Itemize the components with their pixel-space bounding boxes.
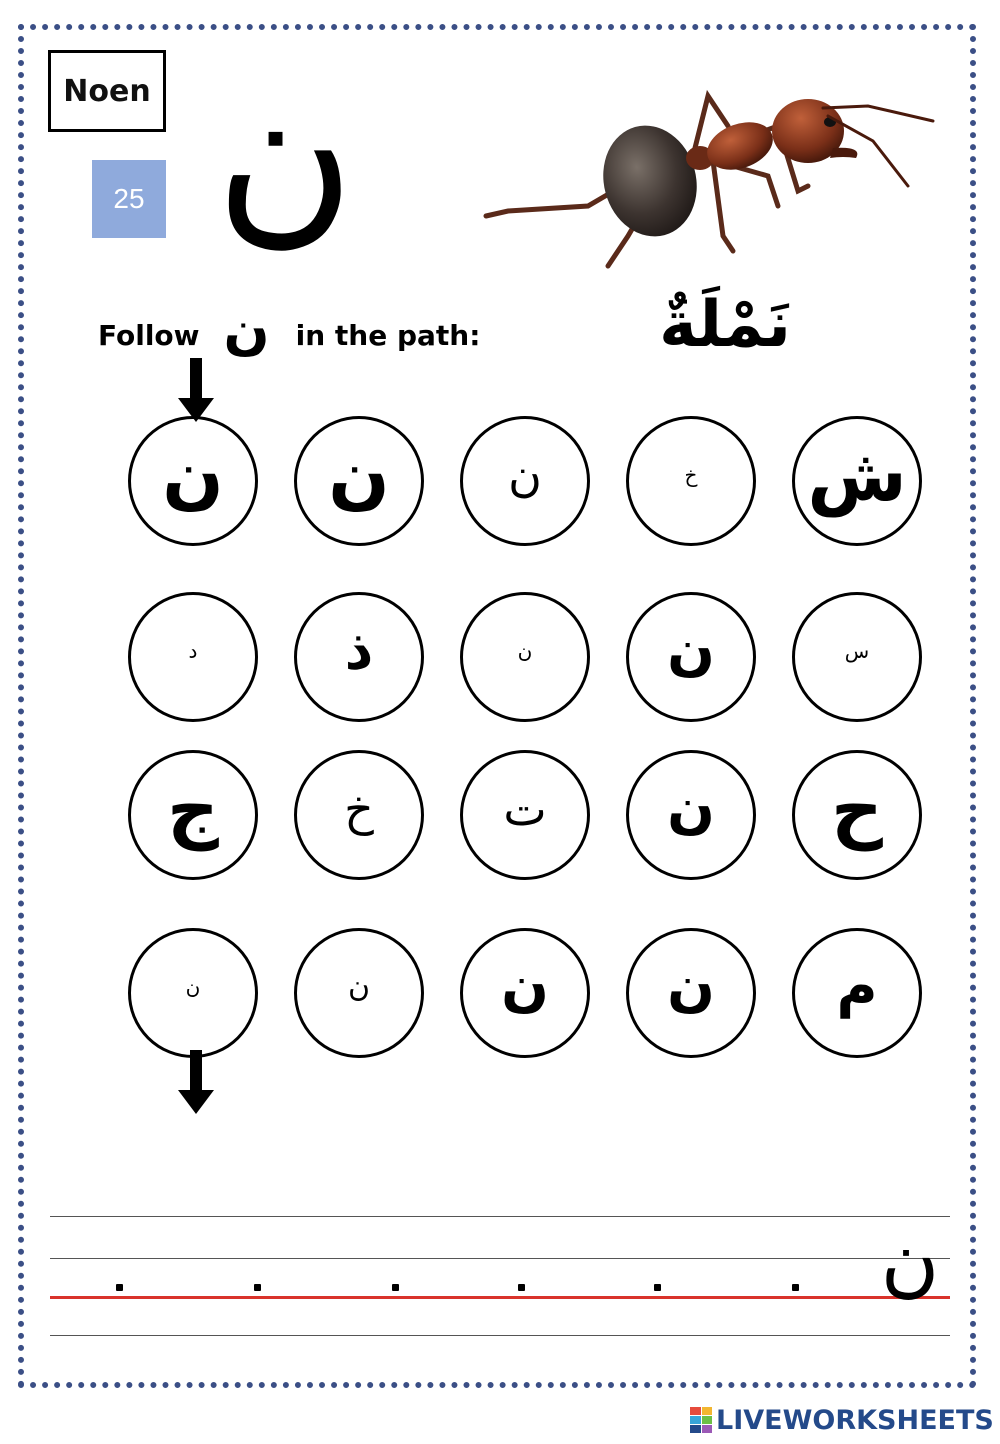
instruction-after: in the path:	[295, 318, 481, 352]
path-circle[interactable]	[792, 750, 922, 880]
brand-logo-icon	[690, 1407, 712, 1433]
path-circle[interactable]	[128, 750, 258, 880]
path-circle-letter: ذ	[344, 618, 374, 683]
path-circle-letter: خ	[684, 463, 698, 487]
path-circle[interactable]	[626, 928, 756, 1058]
path-circle-letter: س	[844, 639, 870, 663]
writing-mid-line	[50, 1258, 950, 1259]
path-circle[interactable]	[460, 592, 590, 722]
path-circle-letter: ن	[517, 639, 533, 663]
page-number-badge: 25	[92, 160, 166, 238]
path-circle[interactable]	[128, 416, 258, 546]
path-circle-letter: م	[836, 954, 878, 1019]
path-circle-letter: ن	[328, 433, 390, 517]
letter-name-box: Noen	[48, 50, 166, 132]
path-circle[interactable]	[294, 750, 424, 880]
path-circle-letter: ن	[508, 448, 542, 502]
start-arrow-icon	[178, 358, 214, 424]
path-circle-letter: ن	[501, 954, 549, 1019]
tracing-dot	[792, 1284, 799, 1291]
path-circle[interactable]	[128, 928, 258, 1058]
example-word-arabic: نَمْلَةٌ	[659, 288, 791, 362]
path-circle[interactable]	[792, 928, 922, 1058]
instruction-letter: ن	[223, 297, 270, 361]
tracing-example-letter: ن	[880, 1213, 940, 1306]
instruction-line	[98, 297, 481, 370]
path-circle-letter: ن	[347, 969, 371, 1004]
path-circle-letter: ت	[503, 782, 547, 836]
path-circle-letter: ن	[667, 618, 715, 683]
path-circle[interactable]	[792, 592, 922, 722]
path-circle-letter: ن	[162, 433, 224, 517]
writing-bottom-line	[50, 1335, 950, 1336]
path-circle-letter: ن	[667, 776, 715, 841]
writing-baseline-red	[50, 1296, 950, 1299]
path-circle-letter: ج	[167, 767, 219, 851]
path-circle[interactable]	[294, 416, 424, 546]
path-circle[interactable]	[294, 592, 424, 722]
path-circle[interactable]	[626, 416, 756, 546]
path-circle-letter: د	[188, 639, 198, 663]
path-circle[interactable]	[626, 750, 756, 880]
path-circle[interactable]	[460, 750, 590, 880]
path-circle[interactable]	[460, 928, 590, 1058]
path-circle[interactable]	[792, 416, 922, 546]
featured-letter: ن	[215, 44, 355, 265]
path-circle[interactable]	[294, 928, 424, 1058]
path-circle-letter: خ	[344, 782, 374, 836]
path-circle[interactable]	[460, 416, 590, 546]
path-circle[interactable]	[128, 592, 258, 722]
writing-top-line	[50, 1216, 950, 1217]
brand-name: LIVEWORKSHEETS	[716, 1404, 994, 1436]
brand-watermark	[690, 1400, 994, 1440]
path-circle[interactable]	[626, 592, 756, 722]
tracing-dot	[392, 1284, 399, 1291]
tracing-dot	[518, 1284, 525, 1291]
instruction-before: Follow	[98, 318, 200, 352]
ant-illustration-icon	[478, 86, 948, 276]
tracing-dot	[116, 1284, 123, 1291]
end-arrow-icon	[178, 1050, 214, 1116]
tracing-dot	[654, 1284, 661, 1291]
path-circle-letter: ن	[185, 975, 201, 999]
path-circle-letter: ن	[667, 954, 715, 1019]
path-circle-letter: ش	[807, 433, 907, 517]
tracing-dot	[254, 1284, 261, 1291]
path-circle-letter: ح	[831, 767, 883, 851]
